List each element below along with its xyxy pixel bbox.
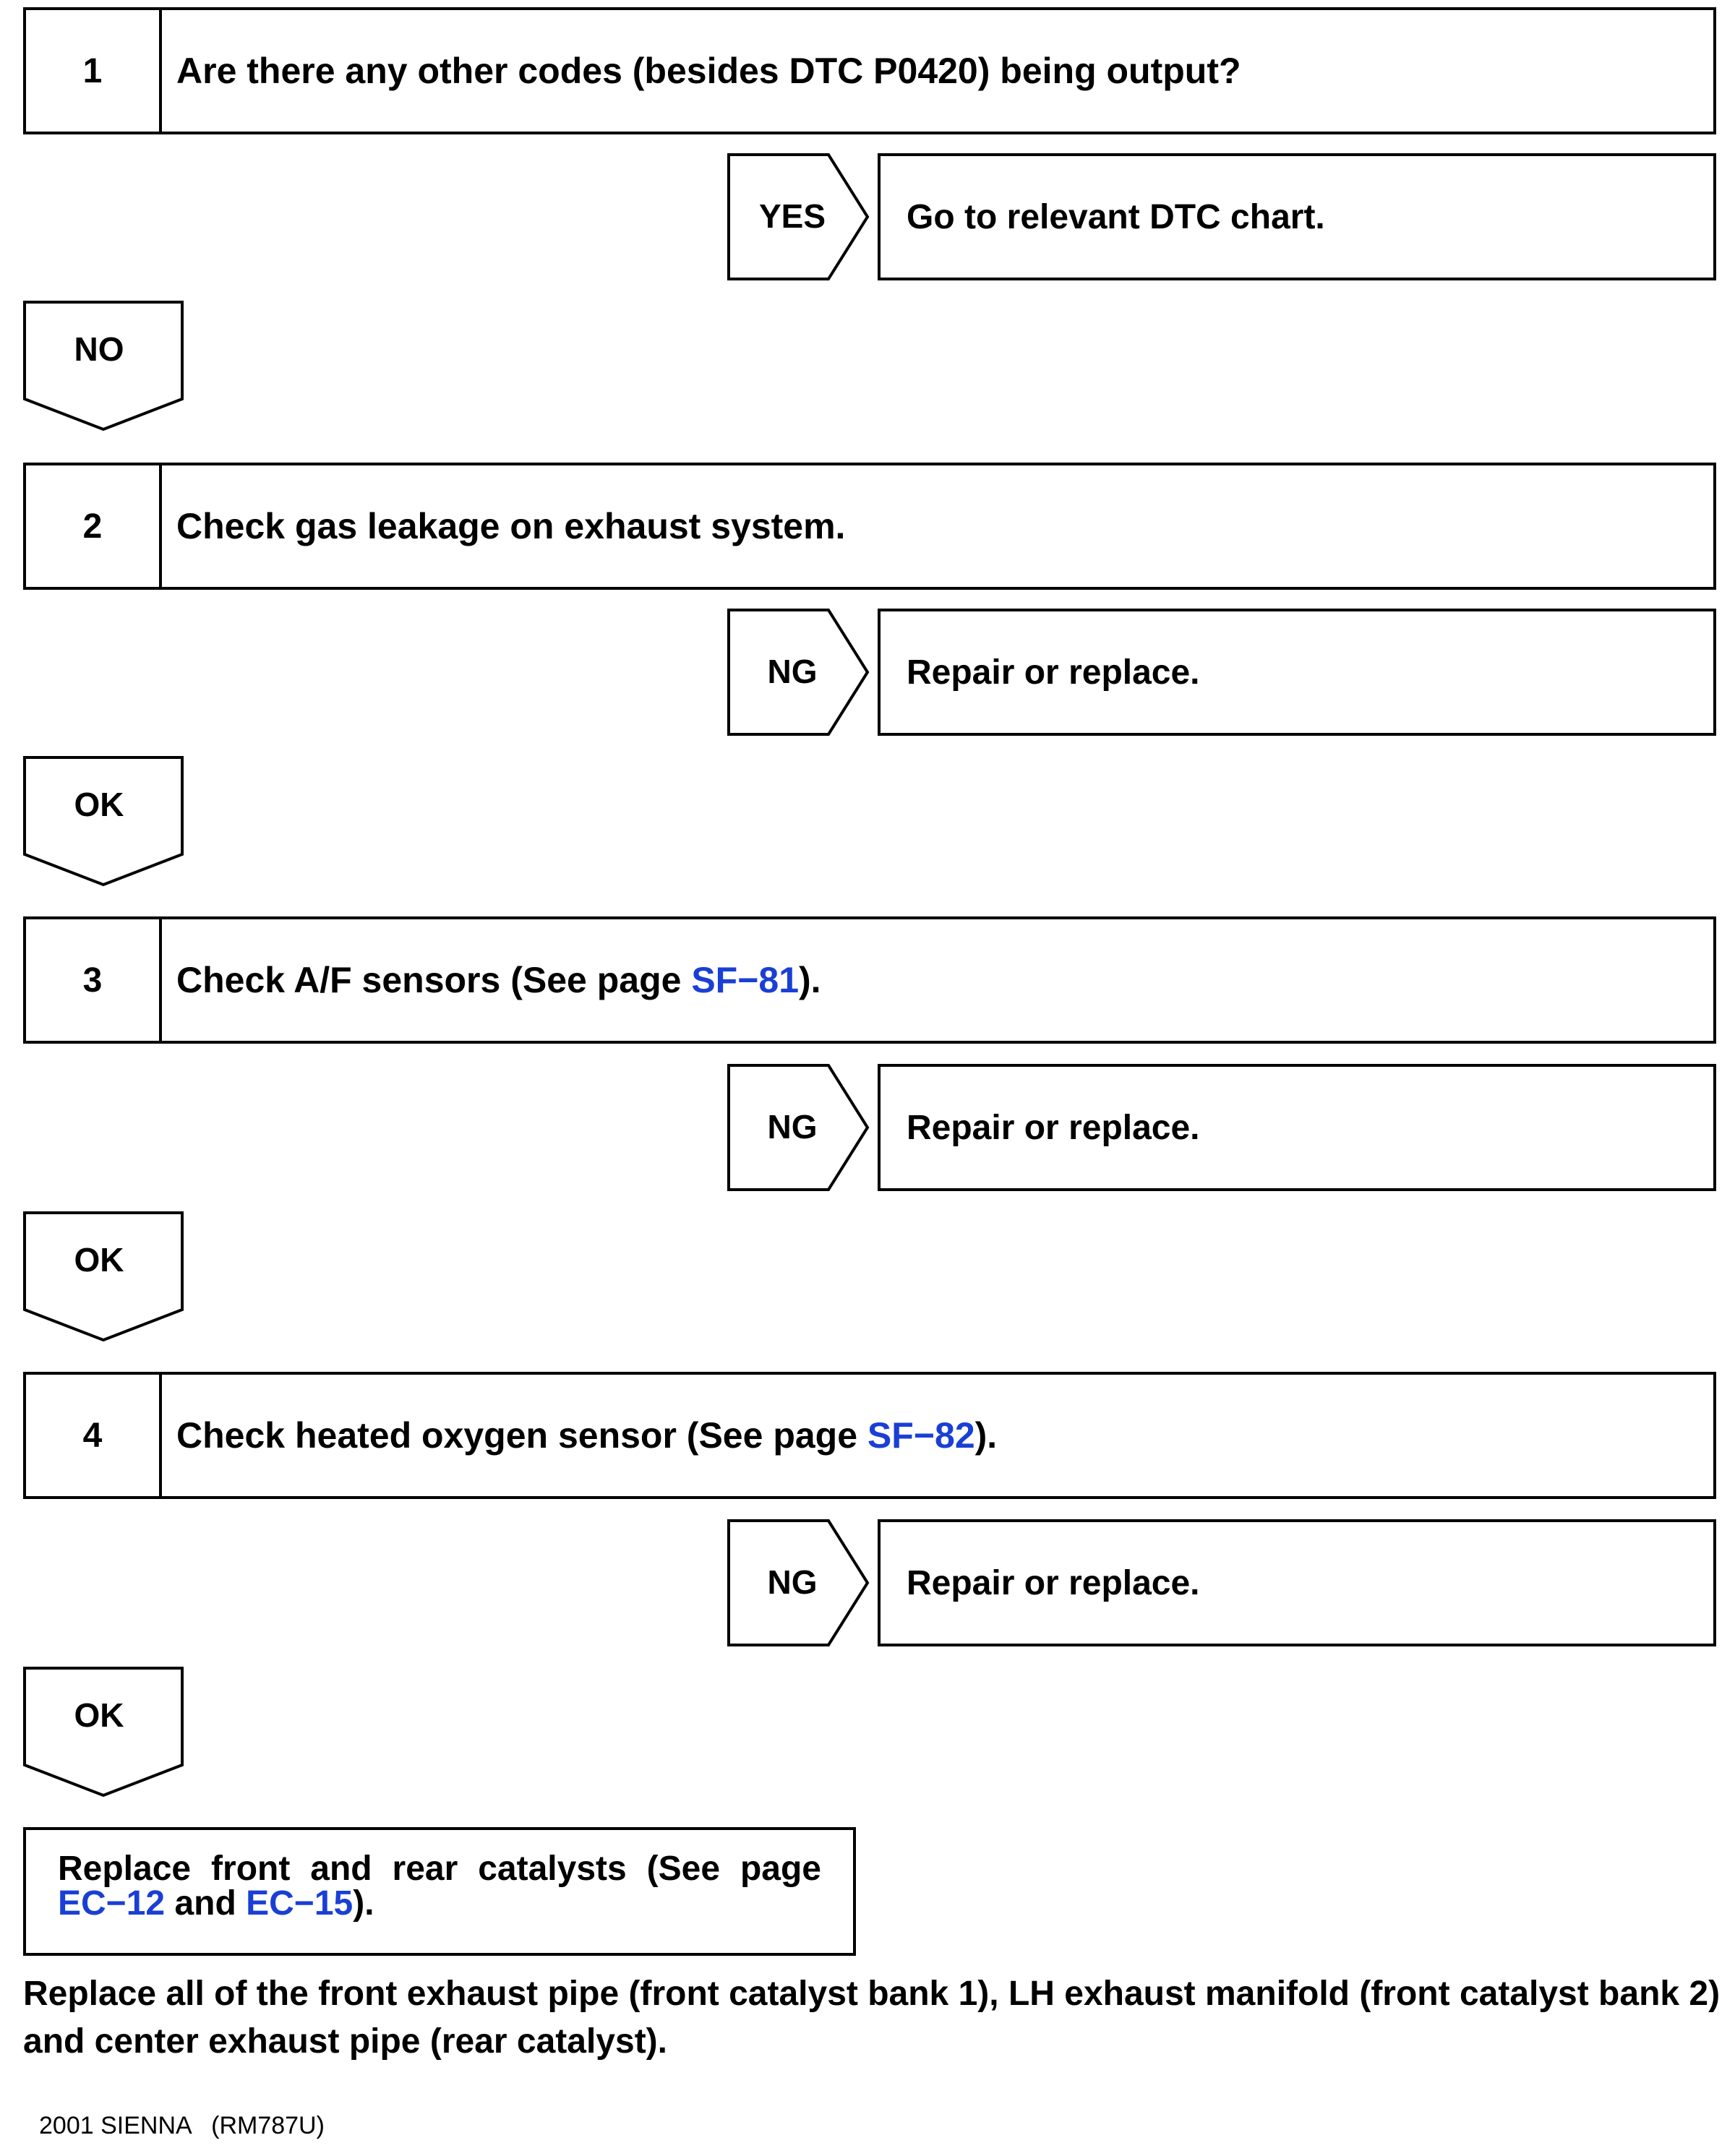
step-instruction: Check gas leakage on exhaust system. [176, 506, 846, 546]
ok-flow-arrow [23, 756, 184, 888]
step-text: Check heated oxygen sensor (See page [176, 1415, 868, 1456]
result-text: Repair or replace. [907, 653, 1200, 692]
step-text-end: ). [799, 960, 821, 1000]
ng-branch-arrow [727, 1519, 872, 1646]
flow-label: OK [74, 786, 124, 823]
result-text: Repair or replace. [907, 1108, 1200, 1147]
page-link-sf-82[interactable]: SF−82 [867, 1415, 975, 1456]
step-4-box [23, 1372, 1716, 1499]
ng-branch-arrow [727, 609, 872, 736]
note-text: Replace all of the front exhaust pipe (front catalyst bank 1), LH exhaust manifold (front catalyst bank 2) and center exhaust pipe (rear catalyst). [23, 1975, 1721, 2061]
step-text-end: ). [974, 1415, 998, 1456]
final-action-end: ). [353, 1884, 374, 1923]
page-link-ec-15[interactable]: EC−15 [246, 1884, 354, 1923]
step-number: 2 [26, 465, 162, 587]
flow-label: OK [74, 1696, 124, 1734]
step-number: 3 [26, 919, 162, 1041]
page-link-ec-12[interactable]: EC−12 [58, 1884, 166, 1923]
step-1-box [23, 7, 1716, 134]
branch-label: YES [758, 197, 826, 235]
step-question: Are there any other codes (besides DTC P0420) being output? [176, 51, 1241, 91]
ok-flow-arrow [23, 1211, 184, 1343]
ng-result-box [878, 1064, 1716, 1191]
step-number: 1 [26, 10, 162, 132]
branch-label: NG [767, 1563, 818, 1601]
step-text: Check A/F sensors (See page [176, 960, 692, 1000]
ng-branch-arrow [727, 1064, 872, 1191]
final-action-box [23, 1827, 856, 1956]
final-action-mid: and [165, 1884, 247, 1923]
branch-label: NG [767, 1108, 818, 1146]
page-footer: 2001 SIENNA (RM787U) [39, 2112, 325, 2139]
result-text: Repair or replace. [907, 1563, 1200, 1602]
final-action-line1: Replace front and rear catalysts (See page [58, 1850, 821, 1888]
page-link-sf-81[interactable]: SF−81 [691, 960, 800, 1000]
step-instruction [162, 959, 821, 1001]
ng-result-box [878, 609, 1716, 736]
branch-label: NG [767, 653, 818, 690]
ok-flow-arrow [23, 1667, 184, 1798]
step-2-box [23, 463, 1716, 590]
yes-result-box [878, 153, 1716, 280]
final-action-line2 [58, 1886, 821, 1921]
step-number: 4 [26, 1375, 162, 1496]
flow-label: NO [74, 330, 124, 368]
yes-branch-arrow [727, 153, 872, 280]
result-text: Go to relevant DTC chart. [907, 197, 1325, 236]
step-3-box [23, 916, 1716, 1044]
flow-label: OK [74, 1241, 124, 1279]
ng-result-box [878, 1519, 1716, 1646]
step-instruction [162, 1414, 997, 1456]
no-flow-arrow [23, 301, 184, 432]
